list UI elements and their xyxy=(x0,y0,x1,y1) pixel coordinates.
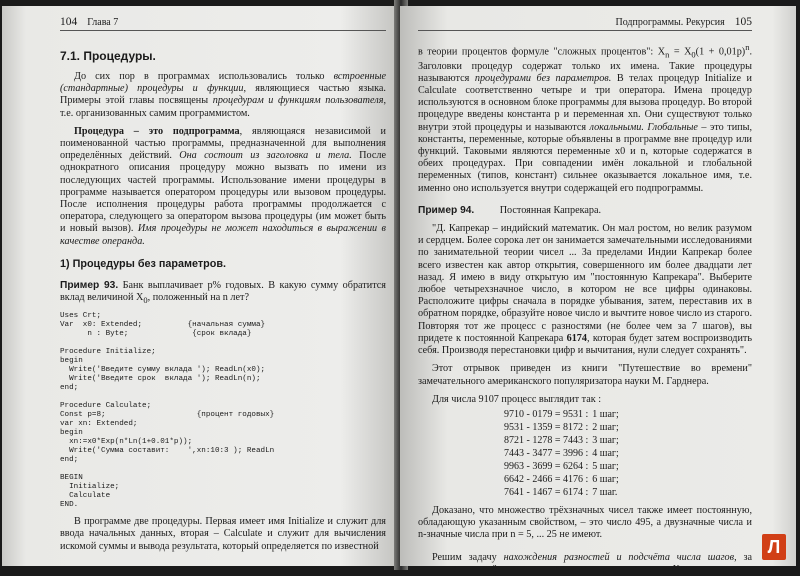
intro-paragraph: До сих пор в программах использовались только встроенные (стандартные) процедуры и функции, являющиеся частью языка. Примеры этой главы посвящены процедурам и функциям пользователя, т.е. организованных самим программистом. xyxy=(60,71,386,119)
table-row: 9710 - 0179 = 9531 : 1 шаг; xyxy=(504,408,619,420)
running-head: Глава 7 xyxy=(87,17,119,28)
kaprekar-quote: "Д. Капрекар – индийский математик. Он мал ростом, но велик разумом и сердцем. Более сорока лет он занимается замечательными исследованиями по занимательной теории чисел ... За пределами Индии Капрекар более всего известен как автор открытия, совершенного им более двадцати лет назад. Я имею в виду открытую им "постоянную Капрекара". Выберите любое четырехзначное число, в котором не все цифры одинаковы. Расположите цифры сначала в порядке убывания, затем, переставив их в обратном порядке, образуйте новое число и вычтите новое число из старого. Повторяя тот же процесс с разностями (не более чем за 7 шагов), вы придете к постоянной Капрекара 6174, которая будет затем воспроизводить себя. Производя перестановки цифр и вычитания, нули следует сохранять". xyxy=(418,223,752,357)
table-row: 6642 - 2466 = 4176 : 6 шаг; xyxy=(504,473,619,485)
right-page-header xyxy=(418,16,752,31)
table-row: 9531 - 1359 = 8172 : 2 шаг; xyxy=(504,421,619,433)
running-head: Подпрограммы. Рекурсия xyxy=(615,17,725,28)
proof-paragraph: Доказано, что множество трёхзначных чисел также имеет постоянную, обладающую указанным свойством, – это число 495, а двузначные числа и n-значные числа при n = 5, ... 25 не имеют. xyxy=(418,504,752,541)
table-row: 8721 - 1278 = 7443 : 3 шаг; xyxy=(504,434,619,446)
compound-interest-paragraph: в теории процентов формуле "сложных процентов": $X_n = X_0(1 + 0,01p)^n$. Заголовки процедур содержат только их имена. Такие процедуры называются процедурами без параметров. В телах процедур Initialize и Calculate соответственно четыре и три оператора. Имена процедур используются в основном блоке программы для вызова процедур. Во второй процедуре введены константа p и переменная xn. Они существуют только внутри этой процедуры и называются локальными. Глобальные – это типы, константы, переменные, которые объявлены в программе вне процедур или функций. Таковыми являются переменные x0 и n, которые содержатся в обеих процедурах. При совпадении имён локальной и глобальной переменных (типов, констант) сильнее оказывается локальное имя, т.е. именно оно используется внутри содержащей его подпрограммы. xyxy=(418,42,752,194)
table-row: 7641 - 1467 = 6174 : 7 шаг. xyxy=(504,486,618,498)
section-title: 7.1. Процедуры. xyxy=(60,49,156,63)
left-page-header xyxy=(60,16,386,31)
source-note: Этот отрывок приведен из книги "Путешествие во времени" замечательного американского популяризатора науки М. Гарднера. xyxy=(418,363,752,387)
page-number: 104 xyxy=(60,16,78,28)
watermark-logo: Л xyxy=(762,534,786,560)
table-row: 7443 - 3477 = 3996 : 4 шаг; xyxy=(504,447,619,459)
example-93-statement: Пример 93. Банк выплачивает p% годовых. В какую сумму обратится вклад величиной $X_0$, положенный на n лет? xyxy=(60,279,386,306)
pascal-code-listing: Uses Crt; Var x0: Extended; {начальная сумма} n : Byte; {срок вклада} Procedure Initialize; begin Write('Введите сумму вклада '); ReadLn(x0); Write('Введите срок вклада '); ReadLn(n); end; Procedure Calculate; Const p=8; {процент годовых} var xn: Extended; begin xn:=x0*Exp(n*Ln(1+0.01*p)); Write('Сумма составит: ',xn:10:3 ); ReadLn end; BEGIN Initialize; Calculate END. xyxy=(60,312,275,510)
left-page xyxy=(2,6,400,566)
right-page xyxy=(400,6,796,575)
table-row: 9963 - 3699 = 6264 : 5 шаг; xyxy=(504,460,619,472)
subsection-title: 1) Процедуры без параметров. xyxy=(60,257,226,270)
process-intro: Для числа 9107 процесс выглядит так : xyxy=(432,393,602,405)
closing-paragraph: В программе две процедуры. Первая имеет имя Initialize и служит для ввода начальных данных, вторая – Calculate и служит для вычисления искомой суммы и вывода результата, который определяется по известной xyxy=(60,516,386,552)
procedure-definition: Процедура – это подпрограмма, являющаяся независимой и поименованной частью программы, предназначенной для выполнения определённых действий. Она состоит из заголовка и тела. После однократного описания процедуру можно вызвать по имени из последующих частей программы. Использование имени процедуры в программе называется оператором процедуры или вызовом процедуры. После исполнения процедуры работа программы продолжается с оператора, следующего за оператором вызова процедуры (им может быть и новый вызов). Имя процедуры не может находиться в выражении в качестве операнда. xyxy=(60,125,386,247)
task-paragraph: Решим задачу нахождения разностей и подсчёта числа шагов, за которое из четырёхзначного числа получается постоянная Капрекара. xyxy=(418,551,753,575)
page-number: 105 xyxy=(734,16,752,28)
kaprekar-steps-table xyxy=(502,408,621,499)
example-94-heading: Пример 94. Постоянная Капрекара. xyxy=(418,204,602,216)
